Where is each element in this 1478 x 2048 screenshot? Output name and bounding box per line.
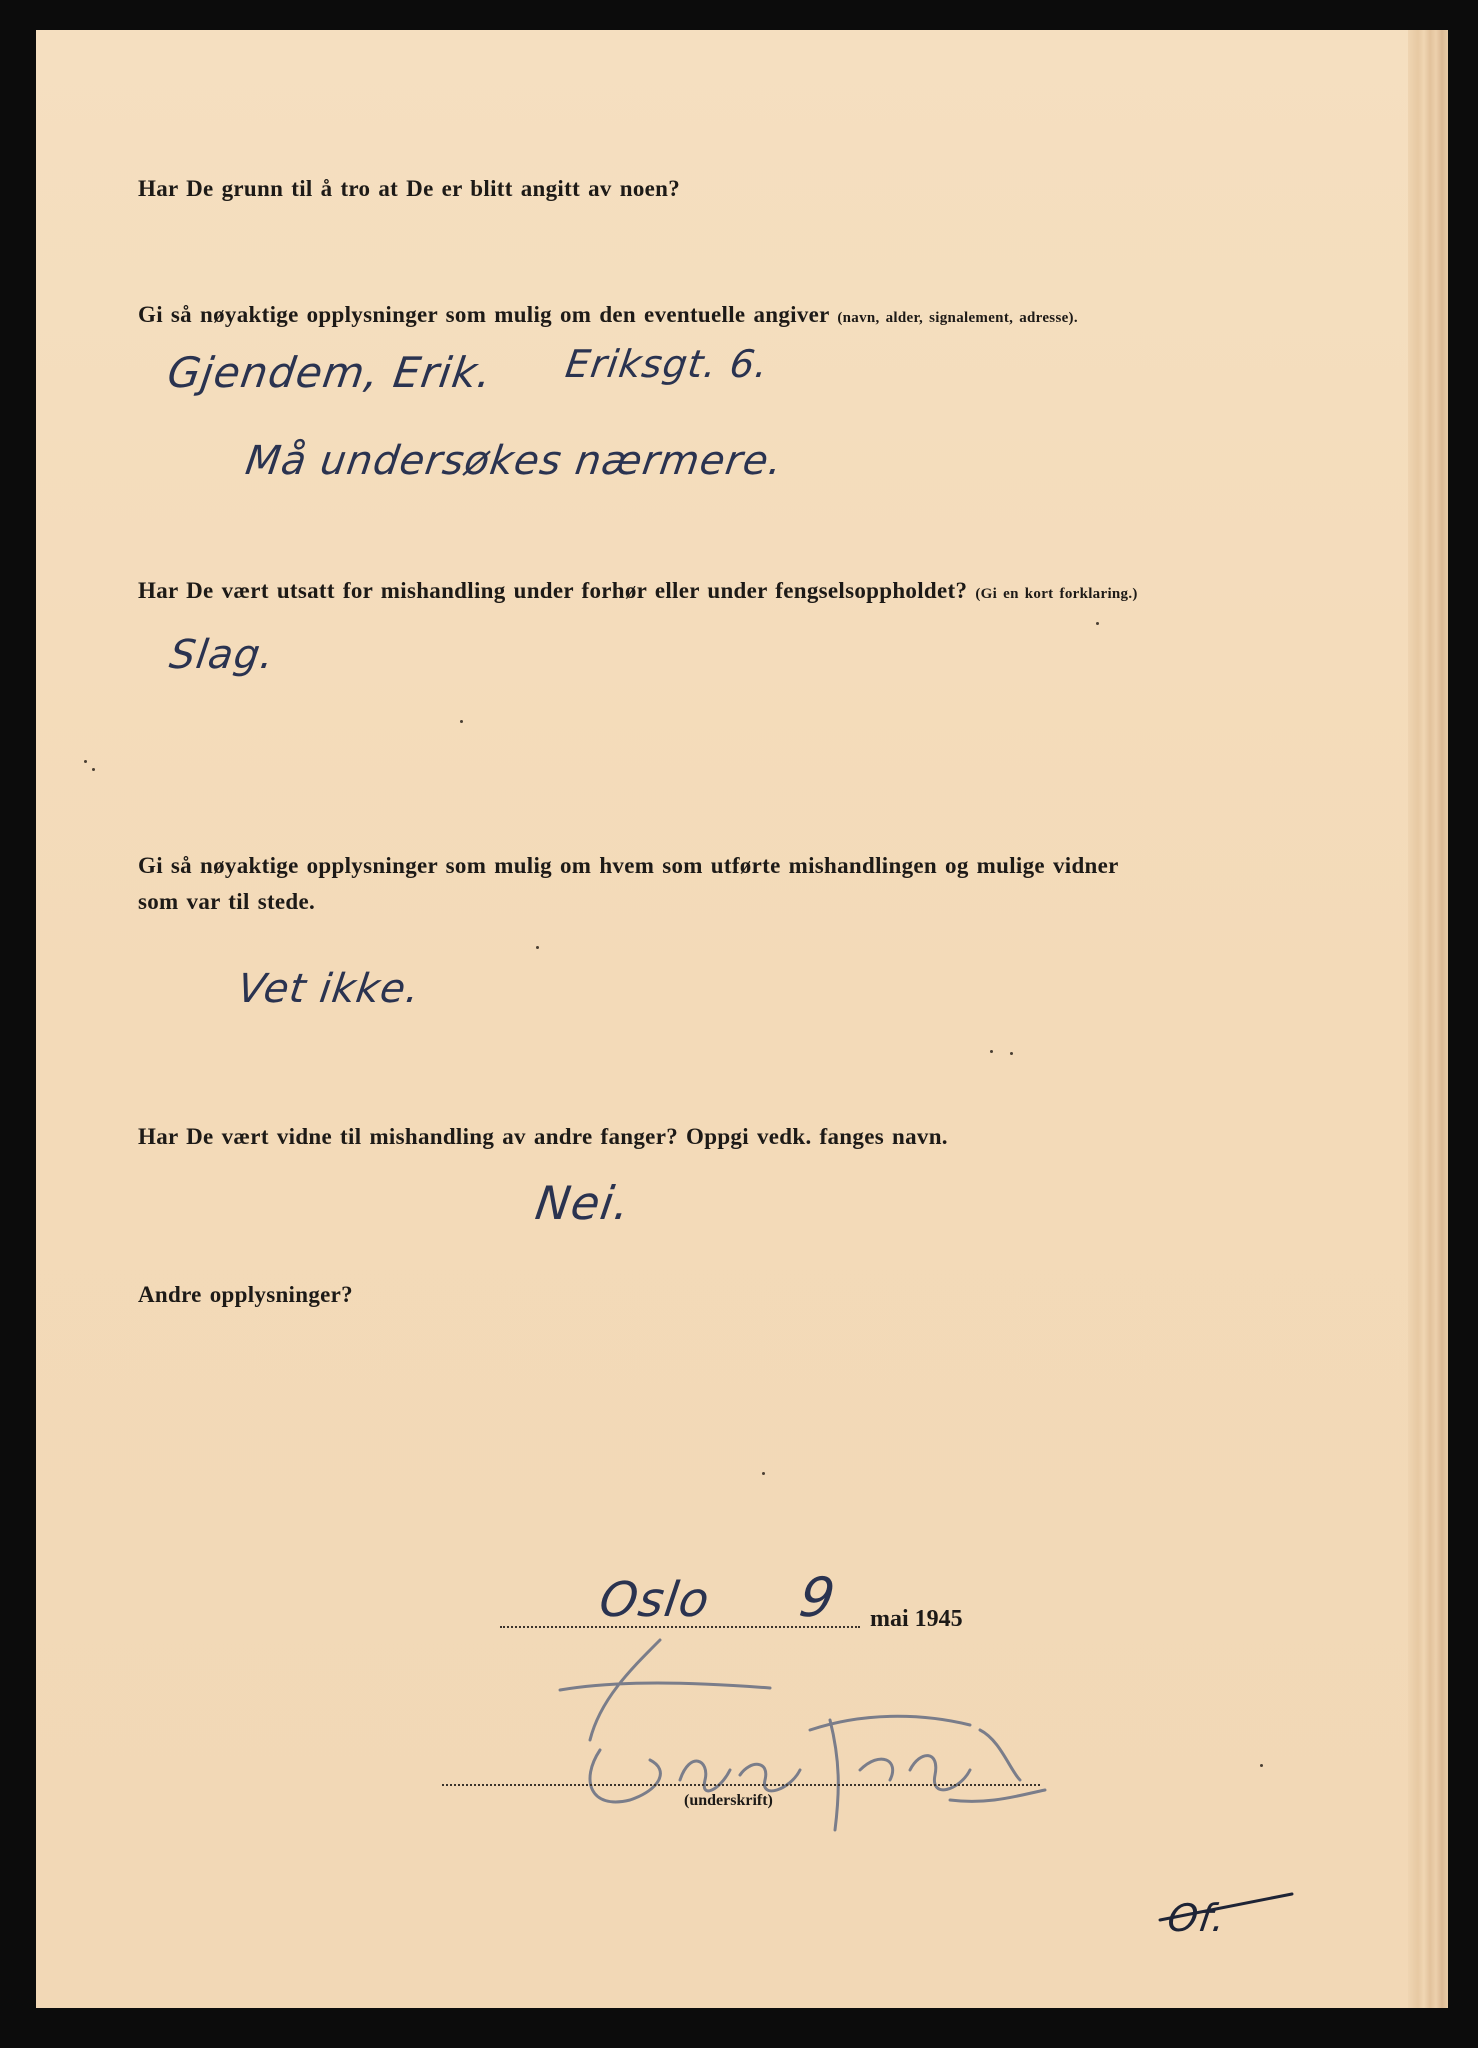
question-witness: Har De vært vidne til mishandling av andre fanger? Oppgi vedk. fanges navn. bbox=[138, 1124, 948, 1149]
question-informer-text: Gi så nøyaktige opplysninger som mulig om den eventuelle angiver bbox=[138, 302, 830, 327]
answer-informer-address: Eriksgt. 6. bbox=[562, 342, 772, 386]
answer-perpetrators: Vet ikke. bbox=[234, 966, 424, 1012]
paper-speck bbox=[990, 1050, 993, 1053]
question-mistreatment bbox=[138, 578, 1138, 604]
paper-speck bbox=[84, 760, 87, 763]
question-denounced: Har De grunn til å tro at De er blitt angitt av noen? bbox=[138, 176, 681, 201]
question-perpetrators bbox=[138, 848, 1119, 920]
paper-speck bbox=[1010, 1052, 1013, 1055]
answer-investigate: Må undersøkes nærmere. bbox=[242, 438, 786, 484]
paper-speck bbox=[762, 1472, 765, 1475]
date-month-year: mai 1945 bbox=[870, 1606, 963, 1632]
paper-speck bbox=[1260, 1764, 1263, 1767]
answer-witness: Nei. bbox=[532, 1176, 634, 1230]
paper-speck bbox=[536, 946, 539, 949]
question-informer-note: (navn, alder, signalement, adresse). bbox=[837, 310, 1078, 326]
date-place: Oslo bbox=[596, 1572, 714, 1628]
question-mistreatment-text: Har De vært utsatt for mishandling under forhør eller under fengselsoppholdet? bbox=[138, 578, 968, 603]
paper-speck bbox=[92, 768, 95, 771]
signature-drawing bbox=[540, 1630, 1060, 1850]
initials: Of. bbox=[1164, 1896, 1229, 1940]
question-informer-details bbox=[138, 302, 1078, 328]
question-other-info: Andre opplysninger? bbox=[138, 1282, 353, 1307]
signature-label: (underskrift) bbox=[684, 1792, 773, 1809]
question-perpetrators-line2: som var til stede. bbox=[138, 889, 316, 914]
question-perpetrators-line1: Gi så nøyaktige opplysninger som mulig om hvem som utførte mishandlingen og mulige vidner bbox=[138, 853, 1119, 878]
date-day: 9 bbox=[795, 1566, 840, 1629]
answer-informer-name: Gjendem, Erik. bbox=[164, 348, 496, 397]
signature-line bbox=[442, 1784, 1040, 1786]
paper-speck bbox=[460, 720, 463, 723]
paper-speck bbox=[1096, 622, 1099, 625]
question-mistreatment-note: (Gi en kort forklaring.) bbox=[975, 586, 1138, 602]
answer-mistreatment: Slag. bbox=[166, 632, 278, 678]
page-edge bbox=[1408, 30, 1448, 2008]
